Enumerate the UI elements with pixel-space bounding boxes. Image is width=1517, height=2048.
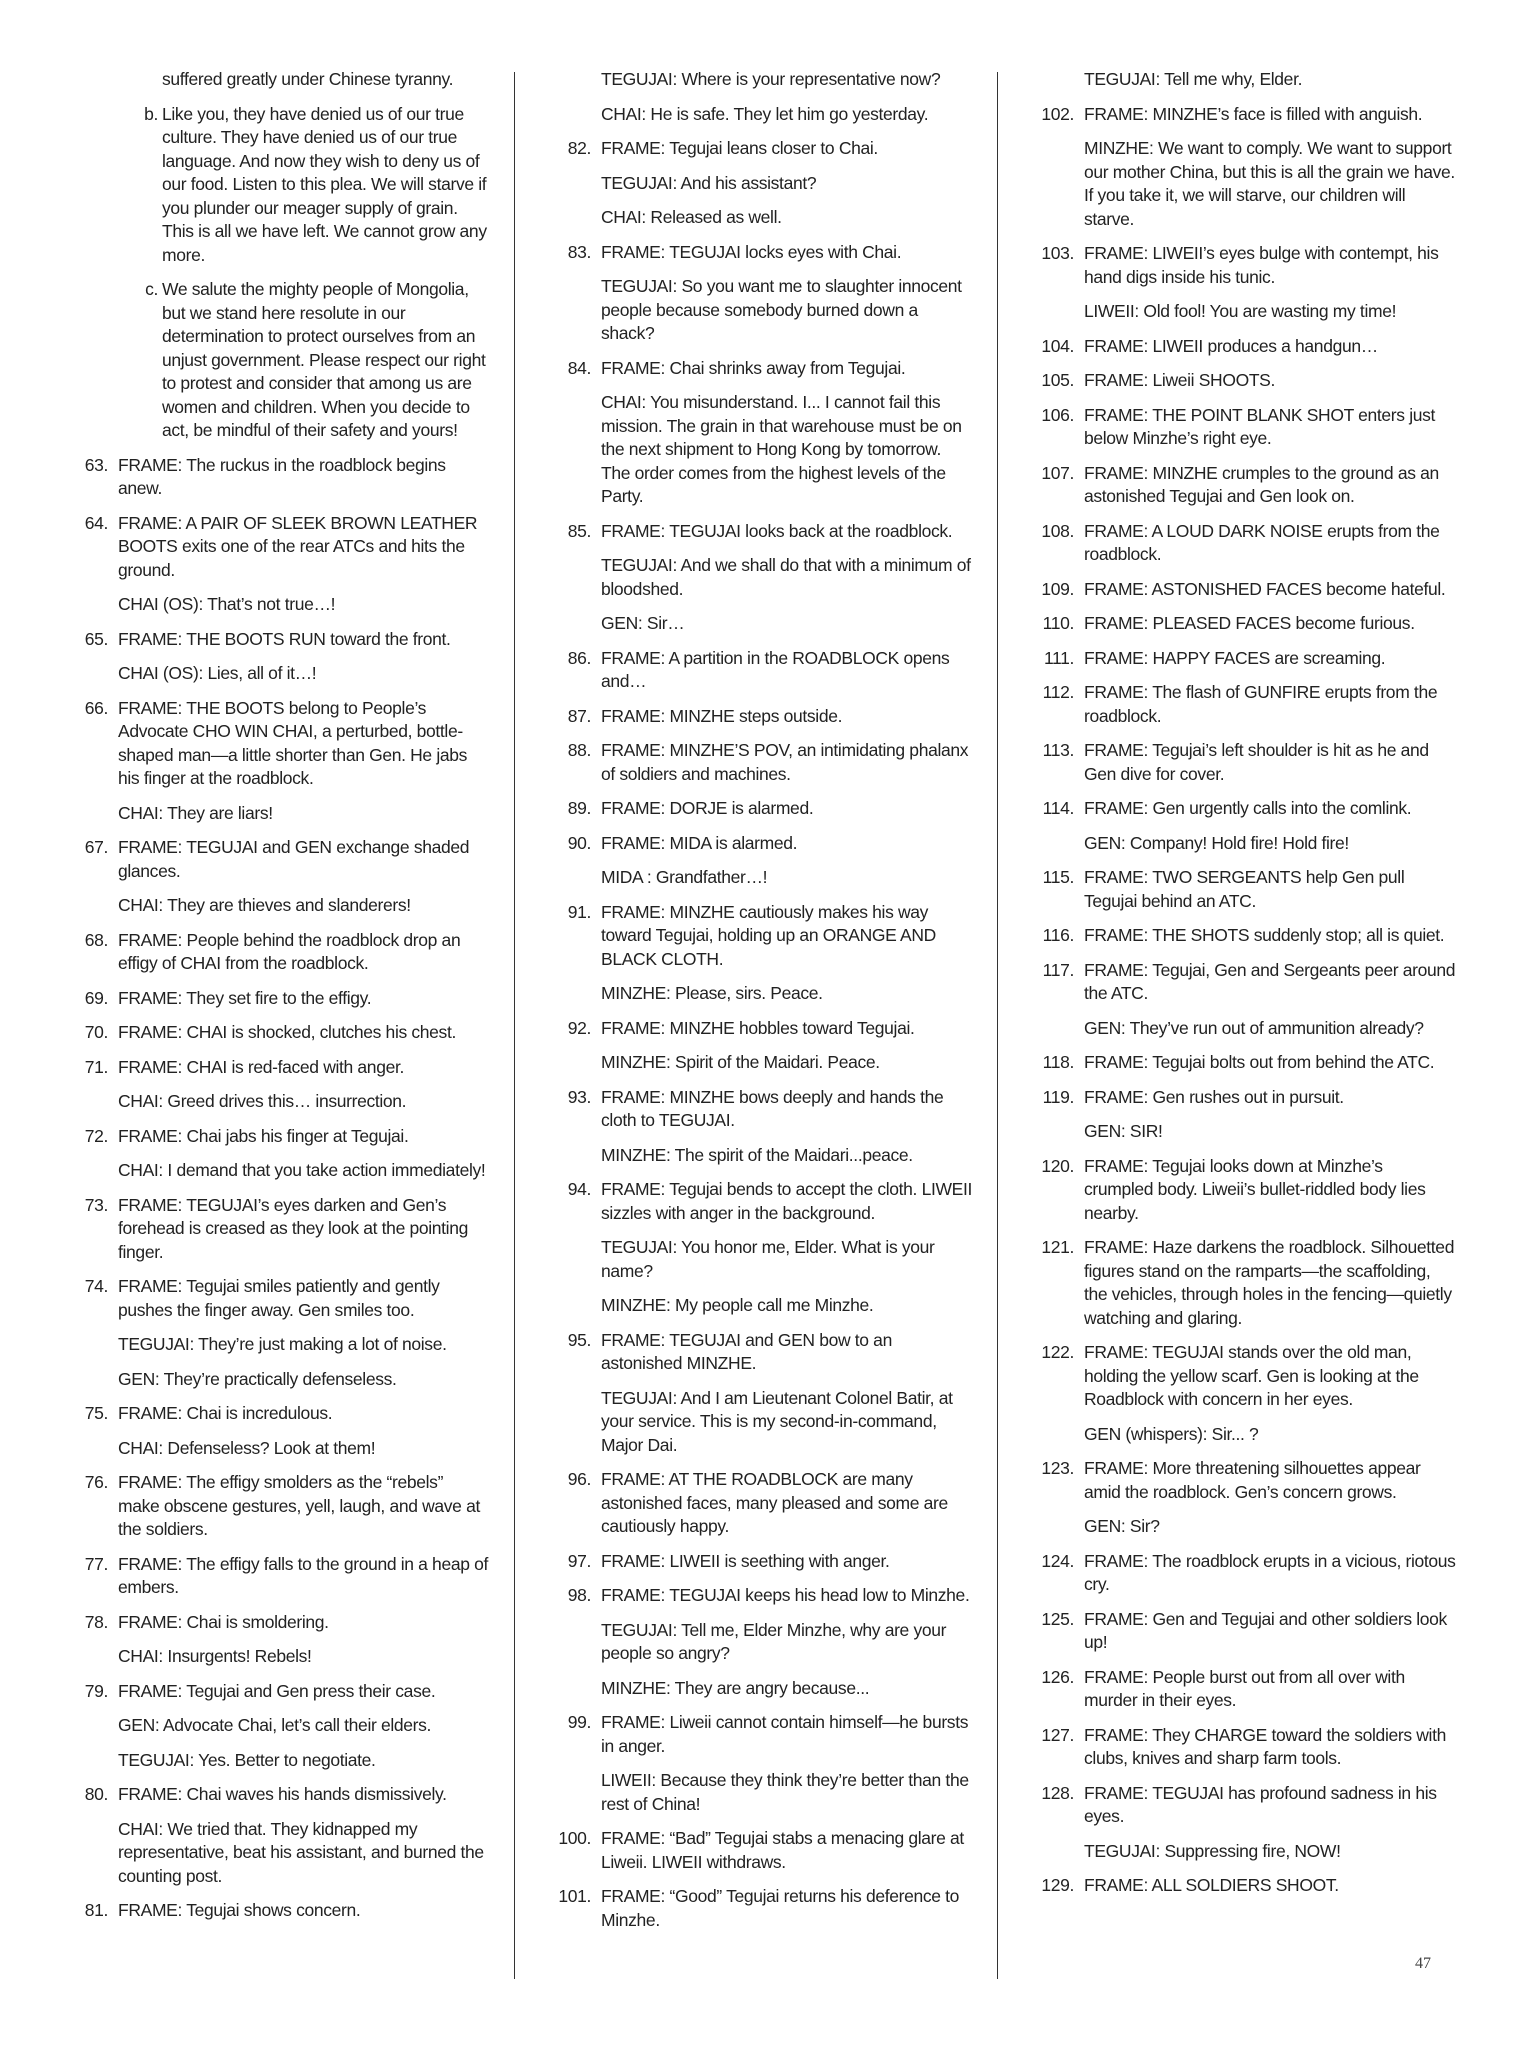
frame-entry xyxy=(1036,1666,1456,1713)
line-text: MINZHE: Please, sirs. Peace. xyxy=(601,983,823,1003)
frame-entry xyxy=(1036,1341,1456,1412)
frame-entry xyxy=(70,1680,488,1704)
entry-text: FRAME: MINZHE’S POV, an intimidating phalanx of soldiers and machines. xyxy=(601,740,969,784)
entry-text: FRAME: TEGUJAI keeps his head low to Minzhe. xyxy=(601,1585,970,1605)
entry-text: FRAME: THE SHOTS suddenly stop; all is quiet. xyxy=(1084,925,1445,945)
plea-list-item xyxy=(70,103,488,268)
entry-text: FRAME: Chai is smoldering. xyxy=(118,1611,329,1632)
line-text: TEGUJAI: Tell me, Elder Minzhe, why are your people so angry? xyxy=(601,1619,947,1663)
dialogue-line xyxy=(1036,137,1456,231)
entry-text: FRAME: Gen urgently calls into the comlink. xyxy=(1084,798,1412,818)
line-text: CHAI: They are liars! xyxy=(118,802,273,823)
frame-entry xyxy=(1036,866,1456,913)
entry-number: 100. xyxy=(558,1828,591,1848)
frame-entry xyxy=(1036,1608,1456,1655)
frame-entry xyxy=(1036,1086,1456,1110)
entry-text: FRAME: LIWEII’s eyes bulge with contempt, his hand digs inside his tunic. xyxy=(1084,243,1439,287)
line-text: GEN: They’re practically defenseless. xyxy=(118,1368,397,1389)
entry-text: FRAME: “Bad” Tegujai stabs a menacing glare at Liweii. LIWEII withdraws. xyxy=(601,1828,964,1872)
line-text: GEN: Sir… xyxy=(601,613,685,633)
entry-text: FRAME: More threatening silhouettes appear amid the roadblock. Gen’s concern grows. xyxy=(1084,1458,1421,1502)
entry-text: FRAME: “Good” Tegujai returns his deference to Minzhe. xyxy=(601,1886,960,1930)
entry-number: 79. xyxy=(84,1680,108,1701)
entry-text: FRAME: TEGUJAI has profound sadness in his eyes. xyxy=(1084,1782,1437,1826)
line-text: GEN: They’ve run out of ammunition already? xyxy=(1084,1017,1424,1038)
entry-text: FRAME: THE BOOTS belong to People’s Advocate CHO WIN CHAI, a perturbed, bottle-shaped man—a little shorter than Gen. He jabs his finger at the roadblock. xyxy=(118,697,468,788)
frame-entry xyxy=(553,705,973,729)
dialogue-line xyxy=(553,554,973,601)
entry-text: FRAME: Liweii cannot contain himself—he bursts in anger. xyxy=(601,1712,969,1756)
entry-number: 99. xyxy=(567,1712,591,1732)
dialogue-line xyxy=(1036,68,1456,92)
frame-entry xyxy=(553,1017,973,1041)
entry-number: 125. xyxy=(1041,1608,1074,1629)
line-text: CHAI: Insurgents! Rebels! xyxy=(118,1646,312,1666)
frame-entry xyxy=(1036,404,1456,451)
frame-entry xyxy=(1036,647,1456,671)
line-text: CHAI: He is safe. They let him go yesterday. xyxy=(601,103,929,124)
line-text: MINZHE: The spirit of the Maidari...peace. xyxy=(601,1144,913,1165)
frame-entry xyxy=(70,454,488,501)
dialogue-line xyxy=(553,103,973,127)
dialogue-line xyxy=(553,1619,973,1666)
entry-text: FRAME: Liweii SHOOTS. xyxy=(1084,370,1276,390)
column-divider xyxy=(997,72,998,1979)
frame-entry xyxy=(553,1086,973,1133)
entry-number: 69. xyxy=(84,987,108,1008)
line-text: CHAI: Released as well. xyxy=(601,207,782,227)
entry-number: 115. xyxy=(1042,867,1074,887)
column-divider xyxy=(514,72,515,1979)
entry-number: b. xyxy=(144,103,158,124)
entry-text: FRAME: AT THE ROADBLOCK are many astonished faces, many pleased and some are cautiously happy. xyxy=(601,1469,948,1536)
frame-entry xyxy=(1036,462,1456,509)
dialogue-line xyxy=(70,662,488,686)
dialogue-line xyxy=(70,1645,488,1669)
entry-text: FRAME: TEGUJAI’s eyes darken and Gen’s forehead is creased as they look at the pointing finger. xyxy=(118,1194,468,1262)
frame-entry xyxy=(1036,1457,1456,1504)
frame-entry xyxy=(1036,681,1456,728)
entry-number: 63. xyxy=(84,454,108,475)
line-text: MIDA : Grandfather…! xyxy=(601,867,768,887)
line-text: GEN (whispers): Sir... ? xyxy=(1084,1423,1259,1444)
entry-number: 102. xyxy=(1041,103,1074,124)
entry-text: FRAME: THE POINT BLANK SHOT enters just below Minzhe’s right eye. xyxy=(1084,404,1436,448)
entry-number: 98. xyxy=(567,1585,591,1605)
entry-text: FRAME: Chai is incredulous. xyxy=(118,1403,333,1423)
entry-text: FRAME: TEGUJAI and GEN exchange shaded glances. xyxy=(118,837,470,881)
entry-number: 95. xyxy=(567,1329,591,1350)
entry-text: FRAME: ASTONISHED FACES become hateful. xyxy=(1084,578,1446,599)
entry-number: 105. xyxy=(1041,370,1074,390)
entry-number: 90. xyxy=(567,832,591,853)
line-text: CHAI: Greed drives this… insurrection. xyxy=(118,1091,407,1111)
line-text: LIWEII: Old fool! You are wasting my time! xyxy=(1084,301,1397,321)
frame-entry xyxy=(70,628,488,652)
page-number: 47 xyxy=(1415,1955,1431,1972)
frame-entry xyxy=(70,1899,488,1923)
frame-entry xyxy=(553,647,973,694)
dialogue-line xyxy=(70,1159,488,1183)
plea-list-item xyxy=(70,278,488,443)
entry-text: FRAME: CHAI is red-faced with anger. xyxy=(118,1056,404,1077)
frame-entry xyxy=(70,1402,488,1426)
line-text: GEN: Advocate Chai, let’s call their elders. xyxy=(118,1715,432,1735)
frame-entry xyxy=(553,520,973,544)
entry-number: 70. xyxy=(84,1022,108,1042)
entry-number: 71. xyxy=(84,1056,108,1077)
frame-entry xyxy=(70,929,488,976)
entry-text: FRAME: MINZHE steps outside. xyxy=(601,705,843,726)
dialogue-line xyxy=(553,1769,973,1816)
entry-number: 86. xyxy=(567,647,591,668)
frame-entry xyxy=(553,1584,973,1608)
dialogue-line xyxy=(70,1090,488,1114)
line-text: MINZHE: Spirit of the Maidari. Peace. xyxy=(601,1052,880,1072)
script-column-2 xyxy=(553,68,973,1943)
frame-entry xyxy=(1036,1236,1456,1330)
frame-entry xyxy=(70,1056,488,1080)
dialogue-line xyxy=(553,1387,973,1458)
frame-entry xyxy=(553,797,973,821)
entry-number: 128. xyxy=(1041,1782,1074,1803)
entry-number: 111. xyxy=(1043,647,1074,668)
entry-text: FRAME: TEGUJAI locks eyes with Chai. xyxy=(601,241,902,262)
entry-number: 103. xyxy=(1041,243,1074,263)
entry-number: 94. xyxy=(567,1179,591,1199)
entry-number: 97. xyxy=(567,1550,591,1571)
entry-text: FRAME: TWO SERGEANTS help Gen pull Tegujai behind an ATC. xyxy=(1084,867,1405,911)
entry-number: 126. xyxy=(1041,1666,1074,1687)
entry-number: 124. xyxy=(1041,1550,1074,1571)
frame-entry xyxy=(70,1553,488,1600)
frame-entry xyxy=(1036,1550,1456,1597)
entry-number: 66. xyxy=(84,697,108,718)
dialogue-line xyxy=(553,1236,973,1283)
dialogue-line xyxy=(553,1677,973,1701)
entry-number: 112. xyxy=(1042,682,1074,702)
entry-number: 67. xyxy=(84,837,108,857)
entry-text: FRAME: MINZHE bows deeply and hands the cloth to TEGUJAI. xyxy=(601,1086,944,1130)
dialogue-line xyxy=(553,982,973,1006)
frame-entry xyxy=(553,901,973,972)
entry-text: Like you, they have denied us of our true culture. They have denied us of our true language. And now they wish to deny us of our food. Listen to this plea. We will starve if you plunder our meager supply of grain. This is all we have left. We cannot grow any more. xyxy=(162,103,487,265)
frame-entry xyxy=(1036,1155,1456,1226)
line-text: CHAI: We tried that. They kidnapped my representative, beat his assistant, and burned the counting post. xyxy=(118,1818,484,1886)
entry-number: 68. xyxy=(84,929,108,950)
frame-entry xyxy=(1036,959,1456,1006)
entry-text: FRAME: TEGUJAI looks back at the roadblock. xyxy=(601,520,953,541)
frame-entry xyxy=(1036,924,1456,948)
frame-entry xyxy=(70,987,488,1011)
entry-number: 85. xyxy=(567,520,591,541)
entry-number: 121. xyxy=(1041,1237,1074,1257)
entry-number: 64. xyxy=(84,512,108,533)
entry-number: 81. xyxy=(84,1900,108,1920)
dialogue-line xyxy=(1036,1515,1456,1539)
frame-entry xyxy=(70,1471,488,1542)
entry-number: 73. xyxy=(84,1194,108,1215)
script-column-3 xyxy=(1036,68,1456,1909)
line-text: TEGUJAI: Tell me why, Elder. xyxy=(1084,69,1303,89)
entry-text: FRAME: People behind the roadblock drop an effigy of CHAI from the roadblock. xyxy=(118,929,461,973)
dialogue-line xyxy=(70,1714,488,1738)
dialogue-line xyxy=(70,1749,488,1773)
frame-entry xyxy=(553,357,973,381)
entry-number: 88. xyxy=(567,740,591,760)
frame-entry xyxy=(553,1178,973,1225)
frame-entry xyxy=(1036,1051,1456,1075)
dialogue-line xyxy=(70,1333,488,1357)
line-text: GEN: Sir? xyxy=(1084,1516,1160,1536)
entry-number: 96. xyxy=(567,1469,591,1489)
script-column-1 xyxy=(70,68,488,1934)
dialogue-line xyxy=(1036,1017,1456,1041)
entry-number: 80. xyxy=(84,1784,108,1804)
entry-text: FRAME: LIWEII is seething with anger. xyxy=(601,1550,890,1571)
frame-entry xyxy=(553,241,973,265)
entry-text: FRAME: Tegujai and Gen press their case. xyxy=(118,1680,436,1701)
entry-text: FRAME: Haze darkens the roadblock. Silhouetted figures stand on the ramparts—the scaffolding, the vehicles, through holes in the fencing—quietly watching and glaring. xyxy=(1084,1237,1455,1328)
dialogue-line xyxy=(553,275,973,346)
frame-entry xyxy=(70,1194,488,1265)
entry-text: FRAME: Gen rushes out in pursuit. xyxy=(1084,1086,1344,1107)
frame-entry xyxy=(70,1125,488,1149)
entry-number: 127. xyxy=(1041,1724,1074,1745)
entry-text: FRAME: LIWEII produces a handgun… xyxy=(1084,335,1378,356)
entry-number: 76. xyxy=(84,1472,108,1492)
line-text: GEN: Company! Hold fire! Hold fire! xyxy=(1084,832,1349,853)
frame-entry xyxy=(1036,369,1456,393)
entry-number: 129. xyxy=(1041,1875,1074,1895)
dialogue-line xyxy=(70,802,488,826)
frame-entry xyxy=(553,739,973,786)
frame-entry xyxy=(70,697,488,791)
entry-text: FRAME: MINZHE crumples to the ground as an astonished Tegujai and Gen look on. xyxy=(1084,462,1439,506)
frame-entry xyxy=(553,1550,973,1574)
frame-entry xyxy=(1036,578,1456,602)
frame-entry xyxy=(553,1329,973,1376)
line-text: TEGUJAI: They’re just making a lot of noise. xyxy=(118,1334,447,1354)
entry-number: 92. xyxy=(567,1017,591,1038)
line-text: TEGUJAI: Yes. Better to negotiate. xyxy=(118,1749,376,1770)
dialogue-line xyxy=(553,612,973,636)
dialogue-line xyxy=(1036,1840,1456,1864)
dialogue-line xyxy=(553,206,973,230)
entry-text: FRAME: Tegujai bends to accept the cloth. LIWEII sizzles with anger in the background. xyxy=(601,1179,972,1223)
entry-number: 123. xyxy=(1041,1458,1074,1478)
line-text: TEGUJAI: And his assistant? xyxy=(601,172,817,193)
entry-number: 82. xyxy=(567,138,591,158)
line-text: CHAI: They are thieves and slanderers! xyxy=(118,895,411,915)
entry-number: 122. xyxy=(1041,1342,1074,1362)
entry-number: 107. xyxy=(1041,462,1074,483)
dialogue-line xyxy=(1036,832,1456,856)
line-text: CHAI: I demand that you take action immediately! xyxy=(118,1160,486,1180)
frame-entry xyxy=(1036,242,1456,289)
entry-text: We salute the mighty people of Mongolia, but we stand here resolute in our determination to protect ourselves from an unjust government. Please respect our right to protest and consider that among us are women and children. When you decide to act, be mindful of their safety and yours! xyxy=(162,279,486,440)
entry-number: 91. xyxy=(567,901,591,922)
line-text: MINZHE: We want to comply. We want to support our mother China, but this is all the grain we have. If you take it, we will starve, our children will starve. xyxy=(1084,138,1455,229)
entry-text: FRAME: The effigy falls to the ground in a heap of embers. xyxy=(118,1553,488,1597)
entry-number: 83. xyxy=(567,241,591,262)
frame-entry xyxy=(1036,335,1456,359)
line-text: TEGUJAI: Where is your representative now? xyxy=(601,69,941,89)
frame-entry xyxy=(1036,103,1456,127)
frame-entry xyxy=(553,1885,973,1932)
entry-text: FRAME: ALL SOLDIERS SHOOT. xyxy=(1084,1875,1339,1895)
entry-text: FRAME: MINZHE’s face is filled with anguish. xyxy=(1084,103,1423,124)
entry-text: FRAME: Tegujai’s left shoulder is hit as he and Gen dive for cover. xyxy=(1084,740,1429,784)
frame-entry xyxy=(70,1275,488,1322)
entry-text: FRAME: The effigy smolders as the “rebels” make obscene gestures, yell, laugh, and wave at the soldiers. xyxy=(118,1472,480,1539)
entry-text: FRAME: TEGUJAI and GEN bow to an astonished MINZHE. xyxy=(601,1329,892,1373)
frame-entry xyxy=(1036,1874,1456,1898)
entry-text: FRAME: A partition in the ROADBLOCK opens and… xyxy=(601,647,950,691)
entry-text: FRAME: PLEASED FACES become furious. xyxy=(1084,613,1415,633)
dialogue-line xyxy=(553,1294,973,1318)
line-text: TEGUJAI: And we shall do that with a minimum of bloodshed. xyxy=(601,555,971,599)
entry-number: 78. xyxy=(84,1611,108,1632)
entry-number: 104. xyxy=(1041,335,1074,356)
continued-text xyxy=(70,68,488,92)
line-text: MINZHE: My people call me Minzhe. xyxy=(601,1295,874,1315)
entry-number: 117. xyxy=(1042,959,1074,980)
dialogue-line xyxy=(70,1368,488,1392)
line-text: TEGUJAI: And I am Lieutenant Colonel Batir, at your service. This is my second-in-command, Major Dai. xyxy=(601,1387,953,1455)
entry-text: FRAME: Chai shrinks away from Tegujai. xyxy=(601,357,906,378)
entry-text: FRAME: DORJE is alarmed. xyxy=(601,798,814,818)
entry-number: 116. xyxy=(1042,925,1074,945)
dialogue-line xyxy=(553,68,973,92)
entry-number: 109. xyxy=(1041,578,1074,599)
entry-number: 114. xyxy=(1042,798,1074,818)
frame-entry xyxy=(553,1468,973,1539)
frame-entry xyxy=(1036,797,1456,821)
frame-entry xyxy=(553,137,973,161)
line-text: TEGUJAI: So you want me to slaughter innocent people because somebody burned down a shack? xyxy=(601,276,962,343)
entry-number: 72. xyxy=(84,1125,108,1146)
line-text: TEGUJAI: Suppressing fire, NOW! xyxy=(1084,1840,1341,1861)
frame-entry xyxy=(1036,612,1456,636)
entry-text: FRAME: Gen and Tegujai and other soldiers look up! xyxy=(1084,1608,1447,1652)
frame-entry xyxy=(70,836,488,883)
entry-text: FRAME: They CHARGE toward the soldiers with clubs, knives and sharp farm tools. xyxy=(1084,1724,1446,1768)
entry-number: 93. xyxy=(567,1086,591,1107)
entry-text: FRAME: Chai jabs his finger at Tegujai. xyxy=(118,1125,409,1146)
frame-entry xyxy=(553,1827,973,1874)
entry-text: FRAME: Tegujai leans closer to Chai. xyxy=(601,138,878,158)
entry-text: FRAME: MIDA is alarmed. xyxy=(601,832,798,853)
entry-number: 77. xyxy=(84,1553,108,1574)
entry-number: 89. xyxy=(567,798,591,818)
frame-entry xyxy=(1036,1724,1456,1771)
entry-number: 108. xyxy=(1041,520,1074,541)
entry-text: FRAME: Tegujai shows concern. xyxy=(118,1900,361,1920)
dialogue-line xyxy=(1036,1423,1456,1447)
line-text: GEN: SIR! xyxy=(1084,1121,1163,1141)
entry-number: 84. xyxy=(567,357,591,378)
entry-text: FRAME: Tegujai bolts out from behind the ATC. xyxy=(1084,1052,1435,1072)
line-text: CHAI: You misunderstand. I... I cannot fail this mission. The grain in that warehouse must be on the next shipment to Hong Kong by tomorrow. The order comes from the highest levels of the Party. xyxy=(601,392,962,506)
entry-text: FRAME: TEGUJAI stands over the old man, holding the yellow scarf. Gen is looking at the Roadblock with concern in her eyes. xyxy=(1084,1342,1419,1409)
line-text: LIWEII: Because they think they’re better than the rest of China! xyxy=(601,1770,969,1814)
entry-number: c. xyxy=(145,279,158,299)
entry-text: FRAME: MINZHE hobbles toward Tegujai. xyxy=(601,1017,915,1038)
dialogue-line xyxy=(553,172,973,196)
frame-entry xyxy=(553,1711,973,1758)
entry-text: FRAME: CHAI is shocked, clutches his chest. xyxy=(118,1022,456,1042)
entry-text: FRAME: They set fire to the effigy. xyxy=(118,987,372,1008)
frame-entry xyxy=(70,1021,488,1045)
dialogue-line xyxy=(1036,300,1456,324)
entry-text: FRAME: Tegujai, Gen and Sergeants peer around the ATC. xyxy=(1084,959,1456,1003)
entry-text: FRAME: HAPPY FACES are screaming. xyxy=(1084,647,1386,668)
line-text: MINZHE: They are angry because... xyxy=(601,1677,870,1698)
entry-text: FRAME: The ruckus in the roadblock begins anew. xyxy=(118,454,446,498)
entry-text: FRAME: Chai waves his hands dismissively. xyxy=(118,1784,447,1804)
entry-number: 65. xyxy=(84,628,108,649)
dialogue-line xyxy=(1036,1120,1456,1144)
entry-text: FRAME: MINZHE cautiously makes his way toward Tegujai, holding up an ORANGE AND BLACK CLOTH. xyxy=(601,901,936,969)
line-text: TEGUJAI: You honor me, Elder. What is your name? xyxy=(601,1237,935,1281)
dialogue-line xyxy=(70,1818,488,1889)
dialogue-line xyxy=(553,1144,973,1168)
entry-number: 101. xyxy=(558,1886,591,1906)
line-text: CHAI (OS): That’s not true…! xyxy=(118,594,336,614)
entry-number: 75. xyxy=(84,1403,108,1423)
entry-number: 119. xyxy=(1042,1086,1074,1107)
entry-text: FRAME: The flash of GUNFIRE erupts from the roadblock. xyxy=(1084,682,1438,726)
entry-text: FRAME: A PAIR OF SLEEK BROWN LEATHER BOOTS exits one of the rear ATCs and hits the ground. xyxy=(118,512,478,580)
entry-number: 74. xyxy=(84,1276,108,1296)
entry-text: FRAME: Tegujai looks down at Minzhe’s crumpled body. Liweii’s bullet-riddled body lies nearby. xyxy=(1084,1155,1426,1223)
entry-number: 110. xyxy=(1042,613,1074,633)
dialogue-line xyxy=(70,894,488,918)
frame-entry xyxy=(70,1783,488,1807)
frame-entry xyxy=(70,1611,488,1635)
frame-entry xyxy=(553,832,973,856)
entry-number: 106. xyxy=(1041,404,1074,425)
entry-text: FRAME: People burst out from all over with murder in their eyes. xyxy=(1084,1666,1405,1710)
entry-number: 118. xyxy=(1042,1052,1074,1072)
frame-entry xyxy=(1036,520,1456,567)
dialogue-line xyxy=(553,1051,973,1075)
line-text: CHAI: Defenseless? Look at them! xyxy=(118,1437,376,1458)
entry-text: FRAME: A LOUD DARK NOISE erupts from the roadblock. xyxy=(1084,520,1440,564)
dialogue-line xyxy=(70,593,488,617)
dialogue-line xyxy=(553,391,973,509)
dialogue-line xyxy=(70,1437,488,1461)
line-text: CHAI (OS): Lies, all of it…! xyxy=(118,663,317,683)
entry-text: FRAME: Tegujai smiles patiently and gently pushes the finger away. Gen smiles too. xyxy=(118,1276,440,1320)
frame-entry xyxy=(70,512,488,583)
entry-text: FRAME: THE BOOTS RUN toward the front. xyxy=(118,628,451,649)
frame-entry xyxy=(1036,739,1456,786)
entry-text: FRAME: The roadblock erupts in a vicious, riotous cry. xyxy=(1084,1550,1456,1594)
entry-number: 120. xyxy=(1041,1155,1074,1176)
frame-entry xyxy=(1036,1782,1456,1829)
entry-number: 113. xyxy=(1042,740,1074,760)
entry-number: 87. xyxy=(567,705,591,726)
dialogue-line xyxy=(553,866,973,890)
line-text: suffered greatly under Chinese tyranny. xyxy=(162,69,454,89)
